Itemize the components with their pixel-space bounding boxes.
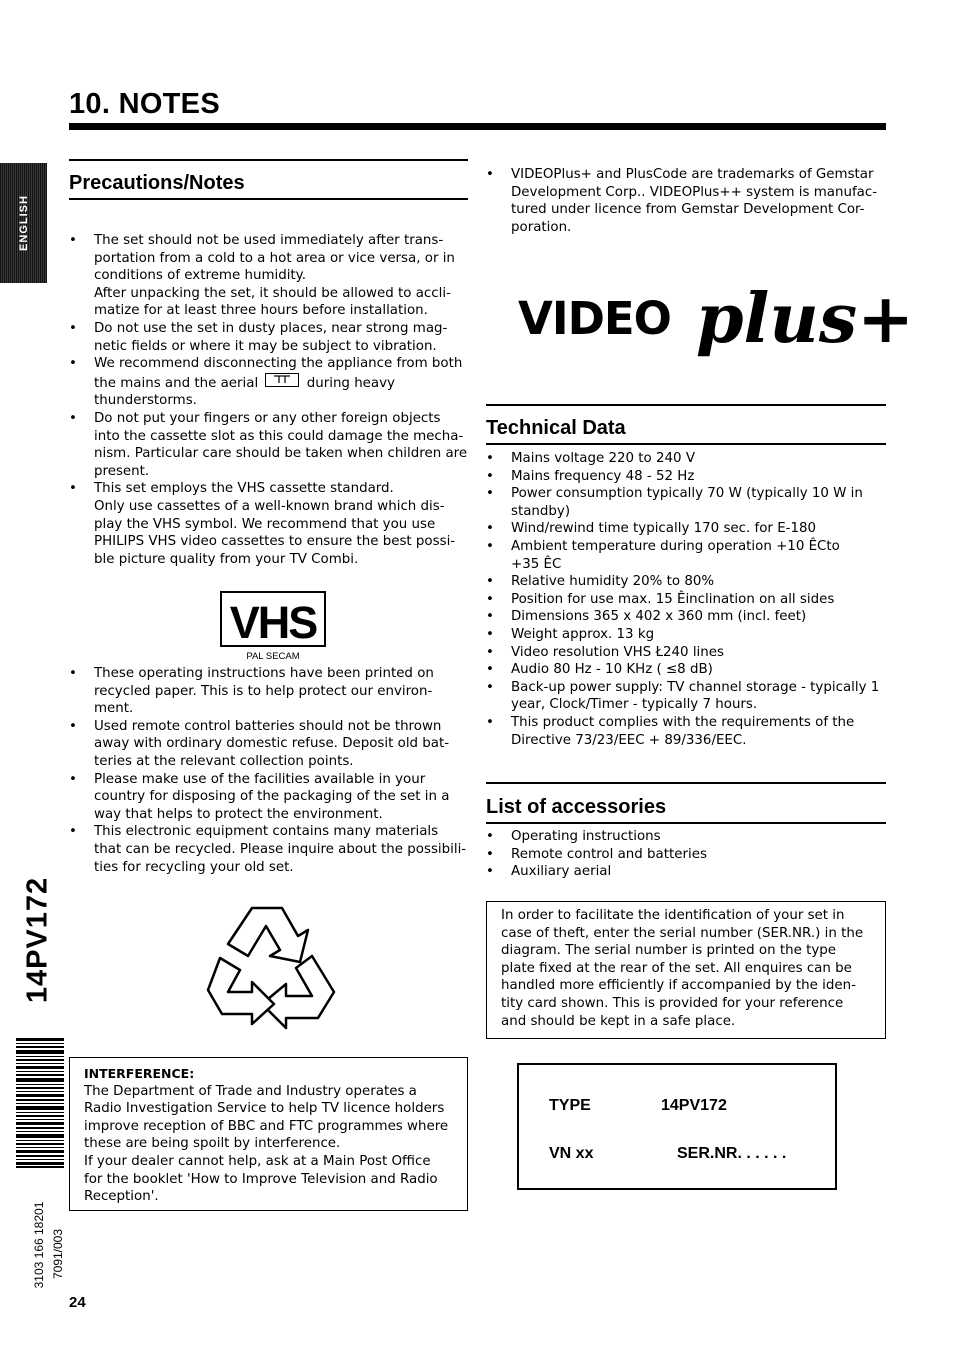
recycling-list	[69, 665, 469, 876]
list-item: • Dimensions 365 x 402 x 360 mm (incl. feet)	[486, 608, 884, 626]
precautions-heading: Precautions/Notes	[69, 159, 468, 200]
trademark-list	[486, 166, 878, 236]
vhs-logo-caption: PAL SECAM	[246, 651, 300, 662]
aerial-icon	[265, 373, 299, 388]
accessories-heading: List of accessories	[486, 782, 886, 824]
type-plate-card	[517, 1063, 837, 1190]
technical-data-list	[486, 450, 884, 749]
interference-text-secondary: If your dealer cannot help, ask at a Main Post Office for the booklet 'How to Improve Television and Radio Reception'.	[84, 1153, 438, 1205]
list-item: • Auxiliary aerial	[486, 863, 884, 881]
list-item: • Wind/rewind time typically 170 sec. for E-180	[486, 520, 884, 538]
list-item: • Power consumption typically 70 W (typically 10 W in standby)	[486, 485, 884, 520]
list-item: • Back-up power supply: TV channel storage - typically 1 year, Clock/Timer - typically 7 hours.	[486, 679, 884, 714]
list-item: • Please make use of the facilities available in your country for disposing of the packaging of the set in a way that helps to protect the environment.	[69, 771, 469, 824]
technical-data-heading: Technical Data	[486, 404, 886, 445]
accessories-list	[486, 828, 884, 881]
interference-box	[69, 1057, 468, 1211]
vn-label: VN xx	[549, 1145, 594, 1162]
page-number: 24	[69, 1294, 86, 1311]
precautions-list	[69, 232, 469, 568]
language-tab	[0, 163, 47, 283]
list-item: • Position for use max. 15 Êinclination on all sides	[486, 591, 884, 609]
model-number-vertical: 14PV172	[21, 876, 54, 1004]
vhs-logo	[220, 591, 327, 662]
vhs-logo-text: VHS	[229, 597, 317, 648]
barcode-image	[16, 1038, 64, 1168]
list-item: • Video resolution VHS Ł240 lines	[486, 644, 884, 662]
title-rule	[69, 123, 886, 130]
list-item: • The set should not be used immediately after trans-portation from a cold to a hot area or vice versa, or in conditions of extreme humidity. After unpacking the set, it should be allowed to accli-matize for at least three hours before installation.	[69, 232, 469, 320]
interference-heading: INTERFERENCE:	[84, 1066, 195, 1081]
videoplus-logo-word: VIDEO	[518, 292, 671, 345]
list-item: • Mains frequency 48 - 52 Hz	[486, 468, 884, 486]
document-code: 3103 166 18201	[32, 1201, 46, 1289]
list-item: • Weight approx. 13 kg	[486, 626, 884, 644]
list-item: • Ambient temperature during operation +10 ÊCto +35 ÊC	[486, 538, 884, 573]
language-tab-label: ENGLISH	[17, 195, 30, 251]
type-label: TYPE	[549, 1097, 591, 1114]
serial-number-note	[486, 901, 886, 1039]
list-item: • These operating instructions have been printed on recycled paper. This is to help protect our environ-ment.	[69, 665, 469, 718]
list-item: • Mains voltage 220 to 240 V	[486, 450, 884, 468]
interference-text: The Department of Trade and Industry operates a Radio Investigation Service to help TV licence holders improve reception of BBC and FTC programmes where these are being spoilt by interference.	[84, 1083, 449, 1152]
videoplus-logo	[516, 262, 915, 370]
list-item: • Do not put your fingers or any other foreign objects into the cassette slot as this could damage the mecha-nism. Particular care should be taken when children are present.	[69, 410, 469, 480]
list-item: • This product complies with the requirements of the Directive 73/23/EEC + 89/336/EEC.	[486, 714, 884, 749]
document-code-secondary: 7091/003	[51, 1228, 65, 1280]
type-value: 14PV172	[661, 1097, 727, 1114]
list-item: • Remote control and batteries	[486, 846, 884, 864]
list-item: • Do not use the set in dusty places, near strong mag-netic fields or where it may be subject to vibration.	[69, 320, 469, 355]
list-item: • VIDEOPlus+ and PlusCode are trademarks of Gemstar Development Corp.. VIDEOPlus++ system is manufac-tured under licence from Gemstar Development Cor-poration.	[486, 166, 878, 236]
list-item: • This set employs the VHS cassette standard. Only use cassettes of a well-known brand which dis-play the VHS symbol. We recommend that you use PHILIPS VHS video cassettes to ensure the best possi-ble picture quality from your TV Combi.	[69, 480, 469, 568]
page-title: 10. NOTES	[69, 88, 220, 120]
recycling-icon	[200, 900, 340, 1032]
videoplus-logo-script: plus+	[696, 279, 915, 359]
list-item: • Operating instructions	[486, 828, 884, 846]
list-item: • Relative humidity 20% to 80%	[486, 573, 884, 591]
list-item: • This electronic equipment contains many materials that can be recycled. Please inquire about the possibili-ties for recycling your old set.	[69, 823, 469, 876]
serial-number-note-text: In order to facilitate the identification of your set in case of theft, enter the serial number (SER.NR.) in the diagram. The serial number is printed on the type plate fixed at the rear of the set. All enquires can be handled more efficiently if accompanied by the iden-tity card shown. This is provided for your reference and should be kept in a safe place.	[501, 908, 864, 1029]
list-item: • Audio 80 Hz - 10 KHz ( ≤8 dB)	[486, 661, 884, 679]
serial-number-label: SER.NR. . . . . .	[677, 1145, 787, 1162]
list-item: • We recommend disconnecting the appliance from both the mains and the aerial during heavy thunderstorms.	[69, 355, 469, 410]
list-item: • Used remote control batteries should not be thrown away with ordinary domestic refuse. Deposit old bat-teries at the relevant collection points.	[69, 718, 469, 771]
